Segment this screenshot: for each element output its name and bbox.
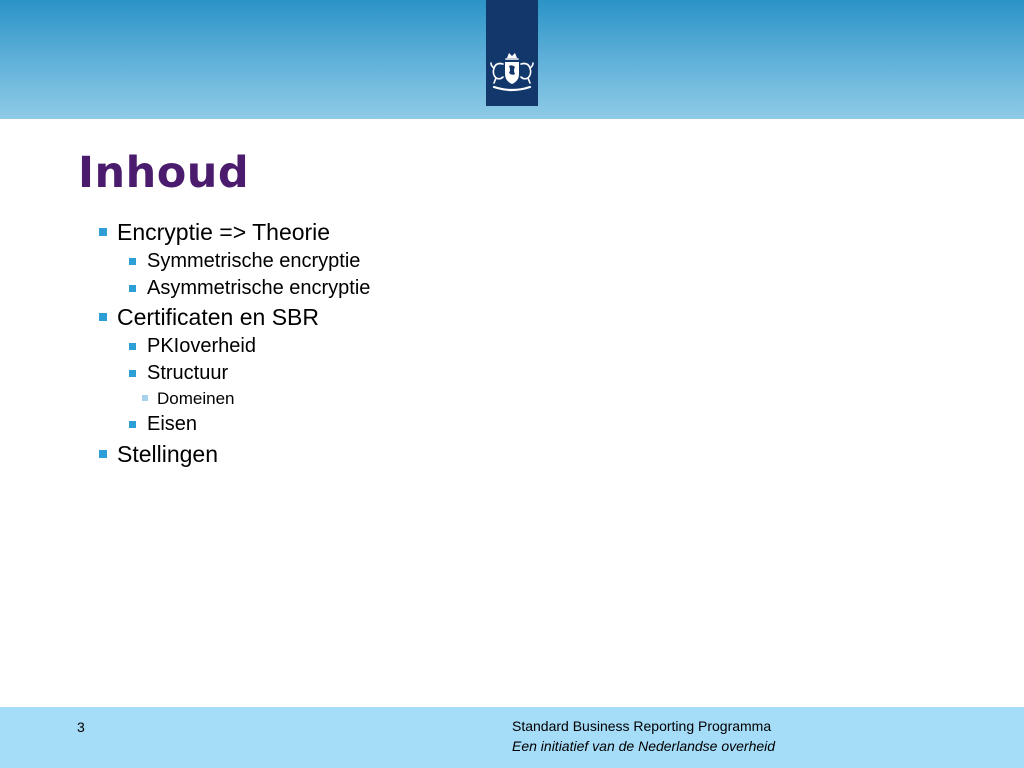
bullet-text: Domeinen <box>157 389 235 408</box>
footer-tagline: Een initiatief van de Nederlandse overheid <box>512 738 776 754</box>
bullet-text: Stellingen <box>117 441 219 467</box>
bullet-text: PKIoverheid <box>147 335 256 357</box>
slide-title: Inhoud <box>78 148 250 198</box>
bullet-item <box>117 304 319 331</box>
bullet-text: Encryptie => Theorie <box>117 219 331 245</box>
footer-program-name: Standard Business Reporting Programma <box>512 718 772 734</box>
bullet-item <box>147 362 228 385</box>
bullet-square-icon <box>99 228 107 236</box>
page-number: 3 <box>77 719 85 735</box>
bullet-text: Eisen <box>147 413 198 435</box>
bullet-square-icon <box>142 395 148 401</box>
bullet-square-icon <box>129 285 136 292</box>
bullet-item <box>147 413 197 436</box>
bullet-item <box>117 219 330 246</box>
bullet-text: Symmetrische encryptie <box>147 250 361 272</box>
bullet-item <box>147 277 370 300</box>
bullet-text: Certificaten en SBR <box>117 304 319 330</box>
bullet-square-icon <box>129 421 136 428</box>
bullet-text: Asymmetrische encryptie <box>147 277 371 299</box>
bullet-square-icon <box>129 370 136 377</box>
bullet-item <box>147 335 256 358</box>
bullet-square-icon <box>129 343 136 350</box>
bullet-item <box>147 250 360 273</box>
bullet-item <box>157 389 235 409</box>
bullet-text: Structuur <box>147 362 229 384</box>
bullet-square-icon <box>129 258 136 265</box>
bullet-square-icon <box>99 450 107 458</box>
bullet-square-icon <box>99 313 107 321</box>
bullet-item <box>117 441 218 468</box>
